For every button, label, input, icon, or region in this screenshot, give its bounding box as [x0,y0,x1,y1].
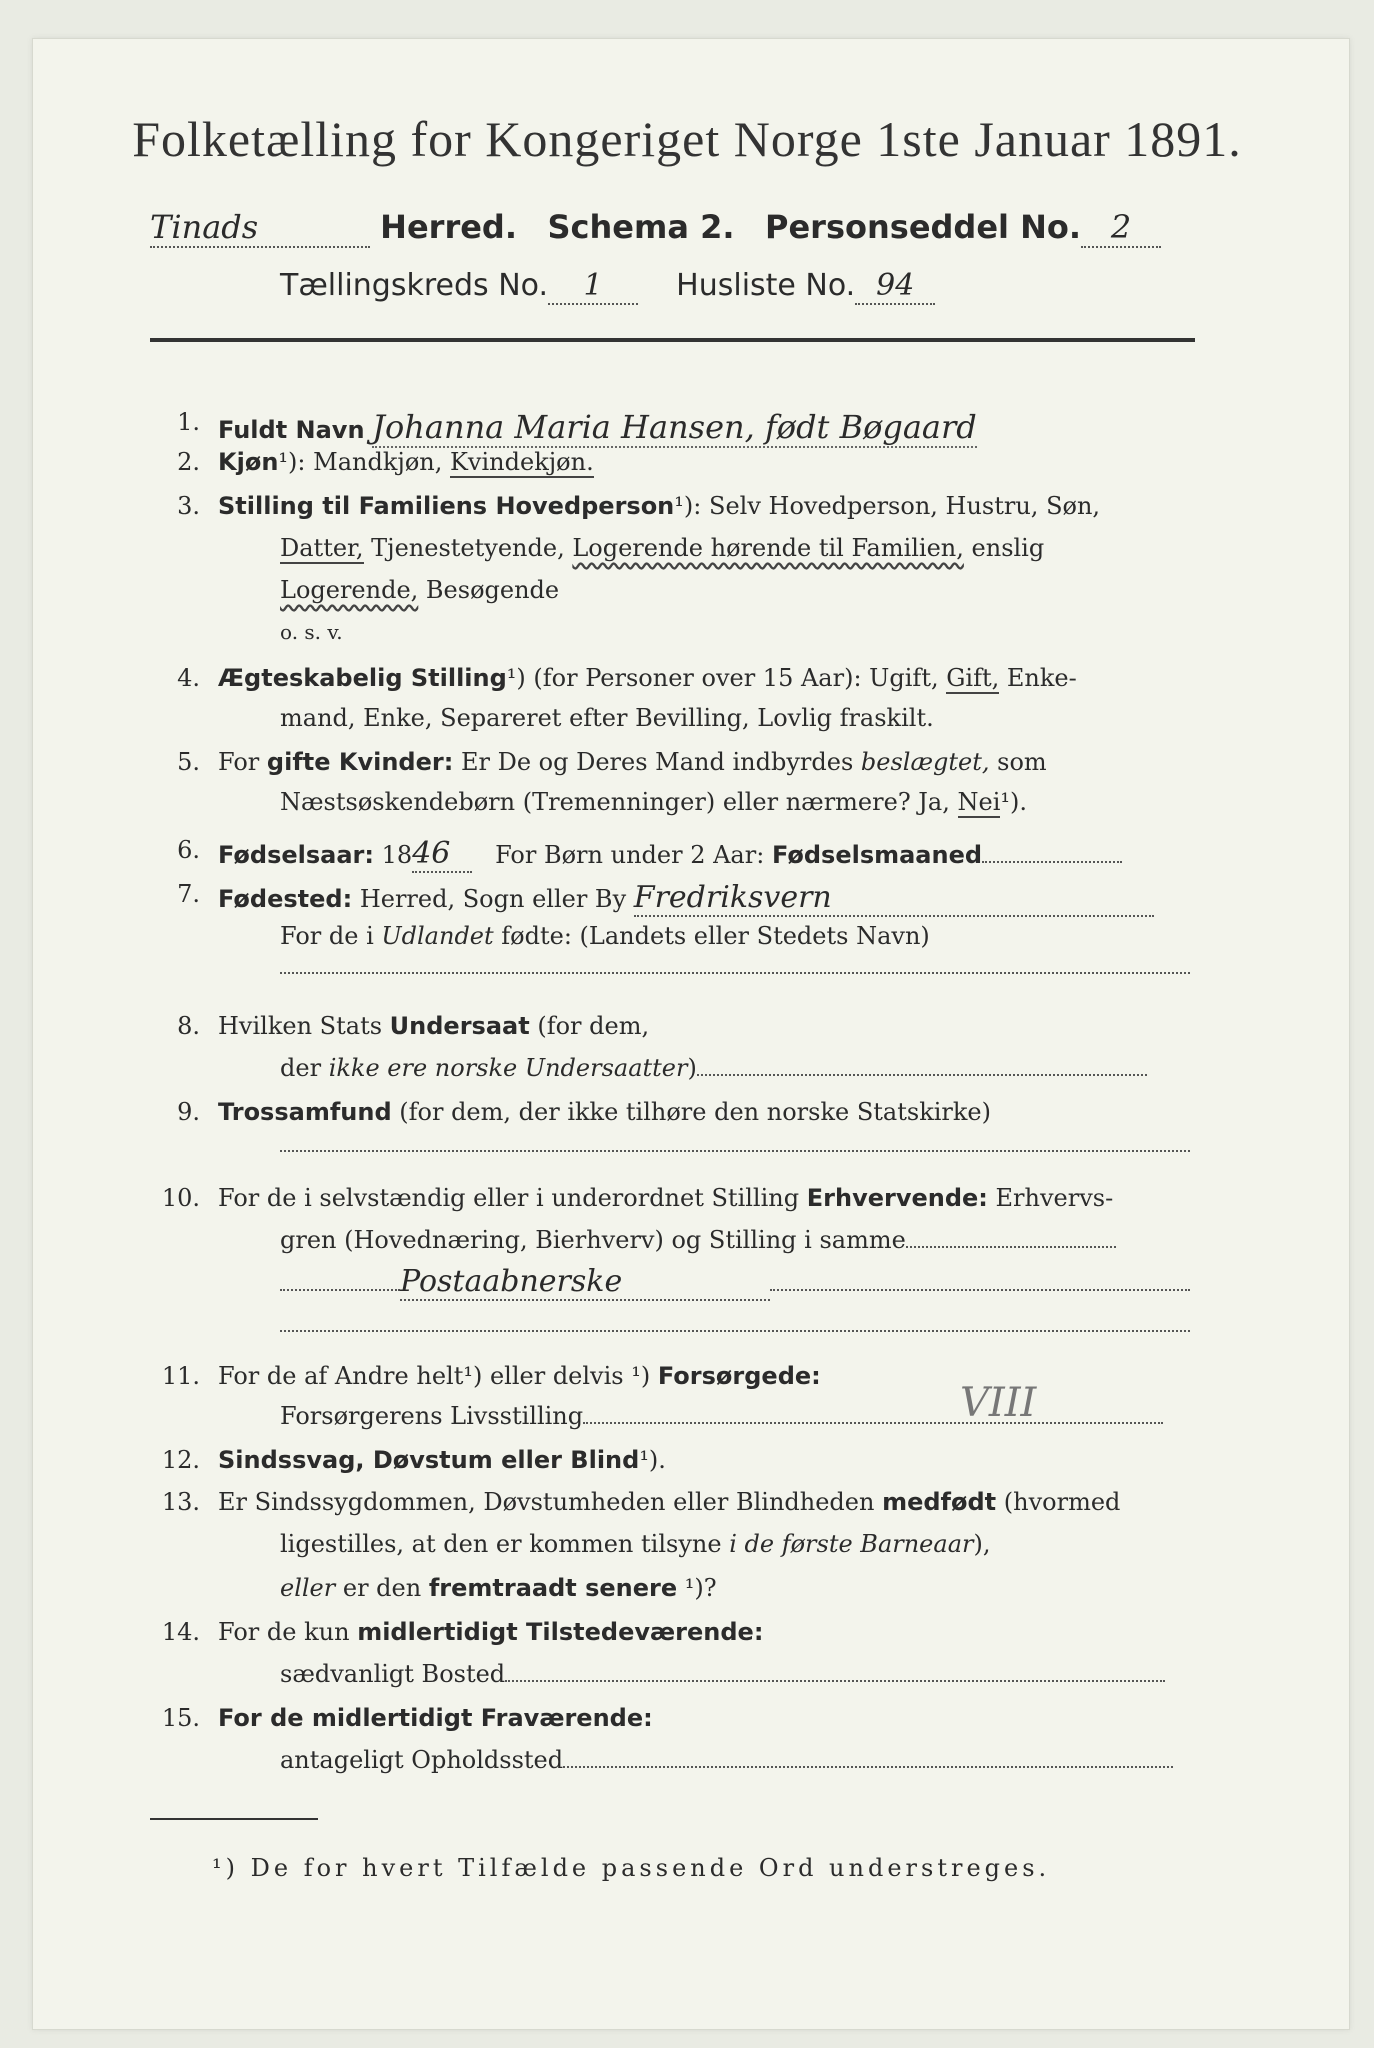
item-13-text: Er Sindssygdommen, Døvstumheden eller Blindheden [218,1488,875,1516]
option-enke: Enke- [1006,664,1077,692]
item-8-label: Undersaat [389,1012,530,1040]
item-10-text-3: gren (Hovednæring, Bierhverv) og Stilling i samme [280,1226,906,1254]
kreds-line [280,268,935,305]
item-6-month-label: Fødselsmaaned [771,841,983,869]
item-14-number: 14. [161,1618,200,1646]
item-10-text-2: Erhvervs- [995,1184,1114,1212]
item-13-italic: i de første Barneaar [729,1530,974,1558]
item-8-italic: ikke ere norske Undersaatter [328,1054,688,1082]
item-7-line-1 [218,880,1154,917]
item-3-options-1: Selv Hovedperson, Hustru, Søn, [709,492,1101,520]
item-4-label: Ægteskabelig Stilling [218,664,507,692]
option-datter: Datter, [280,534,364,562]
option-logerende: Logerende, [280,576,419,604]
item-8-field [697,1074,1147,1076]
item-10-field-1 [906,1246,1116,1248]
item-10-blank-line [280,1330,1190,1332]
pencil-mark-viii: VIII [960,1380,1037,1426]
item-10-text: For de i selvstændig eller i underordnet Stilling [218,1184,800,1212]
item-7-line-2 [280,922,930,950]
item-3-line-1 [218,492,1100,520]
item-15-line-1 [218,1704,653,1732]
item-2-number: 2. [177,448,200,476]
item-13-eller: eller [280,1574,336,1602]
item-10-line-1 [218,1184,1113,1212]
husliste-label: Husliste No. [676,268,856,303]
item-5-som: som [997,748,1047,776]
item-7-label: Fødested: [218,885,353,913]
option-gift: Gift, [946,664,1000,692]
item-13-sup: ¹)? [684,1574,717,1602]
option-enslig: enslig [971,534,1045,562]
item-5-number: 5. [177,748,200,776]
item-6-label: Fødselsaar: [218,841,374,869]
item-5-for: For [218,748,260,776]
kjon-kvindekjon: Kvindekjøn. [450,448,594,476]
item-4-sup: ¹) [506,664,526,692]
kjon-mandkjon: Mandkjøn, [313,448,443,476]
header-rule [150,338,1195,342]
item-9-number: 9. [177,1098,200,1126]
kreds-value: 1 [548,268,638,305]
item-2-sup: ¹): [278,448,306,476]
option-besogende: Besøgende [425,576,560,604]
item-15-label: For de midlertidigt Fraværende: [218,1704,653,1732]
item-11-label: Forsørgede: [657,1362,821,1390]
item-5-beslaegtet: beslægtet, [860,748,990,776]
item-5-line-2 [280,788,1027,816]
footnote-rule [150,1818,318,1820]
item-10-number: 10. [161,1184,200,1212]
full-name-value: Johanna Maria Hansen, født Bøgaard [372,408,977,446]
item-9-blank-line [280,1150,1190,1152]
item-8-der: der [280,1054,322,1082]
item-14-line-1 [218,1618,763,1646]
item-13-paren: ), [973,1530,991,1558]
schema-label: Schema 2. [547,208,735,246]
item-11-line-1 [218,1362,821,1390]
item-11-text: For de af Andre helt [218,1362,464,1390]
item-1-number: 1. [177,408,200,436]
item-13-text-4: er den [342,1574,422,1602]
birth-month-field [982,861,1122,863]
item-5-question: Næstsøskendebørn (Tremenninger) eller nærmere? Ja, [280,788,950,816]
item-5-line-1 [218,748,1047,776]
item-14-bosted: sædvanligt Bosted [280,1660,506,1688]
item-3-label: Stilling til Familiens Hovedperson [218,492,675,520]
item-3-line-2 [280,534,1044,562]
item-7-for: For de i [280,922,374,950]
herred-label: Herred. [380,208,517,246]
item-9-line [218,1098,991,1126]
personseddel-value: 2 [1081,208,1161,248]
item-3-osv: o. s. v. [280,620,343,644]
herred-line [150,208,1161,248]
item-15-line-2 [280,1746,1173,1774]
item-10-dots-right [770,1289,1190,1291]
item-4-number: 4. [177,664,200,692]
item-13-line-1 [218,1488,1120,1516]
item-8-line-1 [218,1012,649,1040]
item-1 [218,408,977,446]
form-title: Folketælling for Kongeriget Norge 1ste Januar 1891. [132,111,1242,167]
item-5-label: gifte Kvinder: [266,748,454,776]
item-12-line [218,1446,666,1474]
kreds-label: Tællingskreds No. [280,268,548,303]
item-13-line-2 [280,1530,990,1558]
item-15-number: 15. [161,1704,200,1732]
item-13-senere: fremtraadt senere [428,1574,678,1602]
option-tjenestetyende: Tjenestetyende, [371,534,565,562]
birth-year-prefix: 18 [381,841,413,869]
herred-value: Tinads [150,208,370,248]
item-6-number: 6. [177,836,200,864]
item-7-foreign: fødte: (Landets eller Stedets Navn) [501,922,930,950]
item-12-number: 12. [161,1446,200,1474]
item-14-label: midlertidigt Tilstedeværende: [357,1618,764,1646]
item-8-paren: ) [687,1054,697,1082]
item-9-label: Trossamfund [218,1098,392,1126]
item-13-text-3: ligestilles, at den er kommen tilsyne [280,1530,722,1558]
item-11-line-2 [280,1402,1163,1430]
item-3-number: 3. [177,492,200,520]
item-5-text: Er De og Deres Mand indbyrdes [460,748,854,776]
item-8-line-2 [280,1054,1147,1082]
item-6 [218,836,1122,873]
husliste-value: 94 [855,268,935,305]
item-14-text: For de kun [218,1618,350,1646]
item-10-line-3 [280,1264,1190,1301]
item-8-number: 8. [177,1012,200,1040]
personseddel-label: Personseddel No. [765,208,1082,246]
item-11-number: 11. [161,1362,200,1390]
item-9-text: (for dem, der ikke tilhøre den norske Statskirke) [399,1098,991,1126]
item-15-field [563,1766,1173,1768]
item-13-number: 13. [161,1488,200,1516]
item-12-sup: ¹). [639,1446,666,1474]
item-7-udlandet: Udlandet [381,922,494,950]
item-3-sup: ¹): [674,492,702,520]
item-8-text-2: (for dem, [537,1012,650,1040]
item-6-born-label: For Børn under 2 Aar: [495,841,765,869]
item-4-text: (for Personer over 15 Aar): Ugift, [533,664,939,692]
item-10-dots-left [280,1289,400,1291]
birth-year-value: 46 [412,836,472,873]
item-10-line-2 [280,1226,1116,1254]
item-7-text: Herred, Sogn eller By [359,885,627,913]
option-nei: Nei [957,788,1001,816]
item-15-opholdssted: antageligt Opholdssted [280,1746,564,1774]
item-14-line-2 [280,1660,1165,1688]
item-8-text: Hvilken Stats [218,1012,383,1040]
item-13-line-3 [280,1574,717,1602]
item-7-number: 7. [177,880,200,908]
item-14-field [505,1680,1165,1682]
item-7-blank-line [280,972,1190,974]
occupation-value: Postaabnerske [400,1264,770,1301]
item-11-field [583,1422,1163,1424]
item-3-line-3 [280,576,559,604]
item-13-medfodt: medfødt [882,1488,997,1516]
item-2 [218,448,594,476]
footnote: ¹) De for hvert Tilfælde passende Ord understreges. [212,1854,1051,1882]
item-5-sup: ¹). [1000,788,1028,816]
item-12-label: Sindssvag, Døvstum eller Blind [218,1446,640,1474]
item-4-line-2: mand, Enke, Separeret efter Bevilling, Lovlig fraskilt. [280,704,934,732]
birthplace-value: Fredriksvern [634,880,1154,917]
item-11-text-2: ¹) eller delvis ¹) [463,1362,651,1390]
item-1-label: Fuldt Navn [218,416,365,444]
item-4-line-1 [218,664,1077,692]
option-logerende-horende: Logerende hørende til Familien, [572,534,964,562]
item-2-label: Kjøn [218,448,279,476]
item-13-text-2: (hvormed [1003,1488,1121,1516]
item-10-label: Erhvervende: [806,1184,988,1212]
item-11-livsstilling: Forsørgerens Livsstilling [280,1402,584,1430]
